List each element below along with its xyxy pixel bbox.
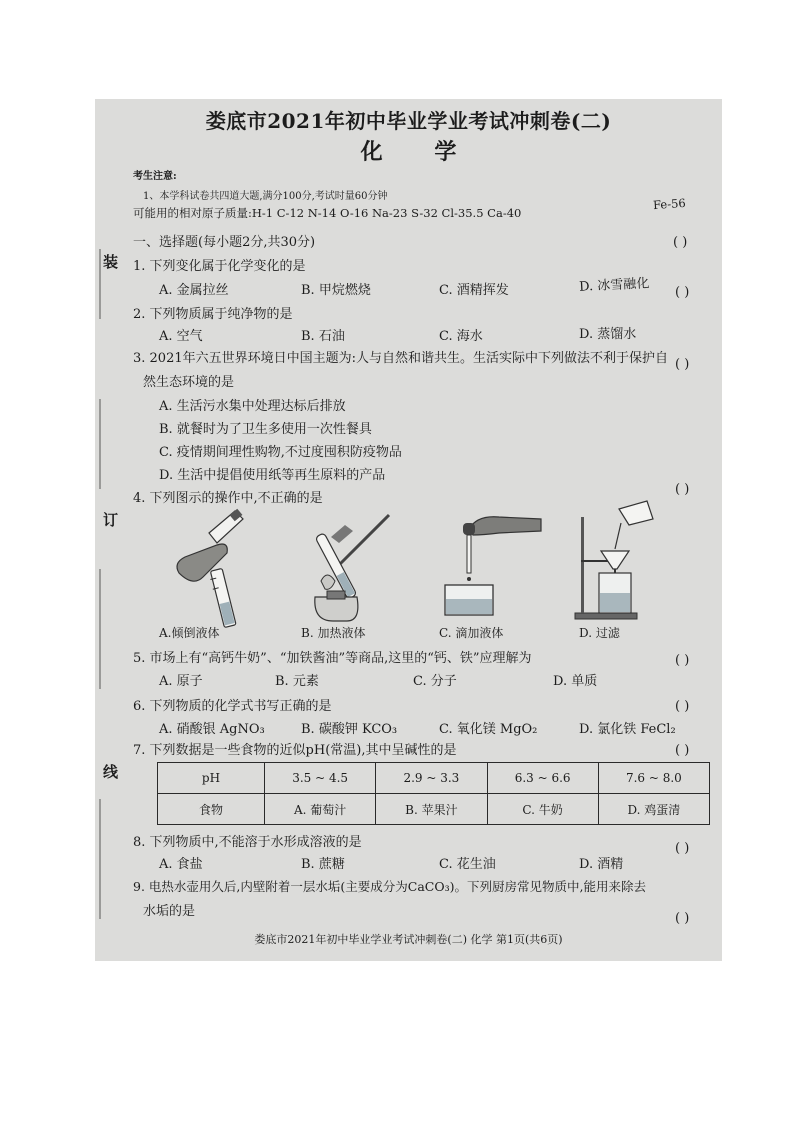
answer-paren: ( )	[675, 743, 690, 758]
answer-paren: ( )	[675, 482, 690, 497]
pouring-liquid-illustration	[157, 507, 257, 627]
answer-paren: ( )	[675, 841, 690, 856]
option: C. 分子	[413, 674, 457, 689]
question-stem: 3. 2021年六五世界环境日中国主题为:人与自然和谐共生。生活实际中下列做法不利于保护自	[133, 351, 669, 366]
question-stem: 6. 下列物质的化学式书写正确的是	[133, 699, 332, 714]
option: C. 酒精挥发	[439, 283, 509, 298]
question-stem: 2. 下列物质属于纯净物的是	[133, 307, 293, 322]
binding-mark-zhuang: 装	[103, 253, 119, 271]
ph-table	[157, 762, 710, 825]
answer-paren: ( )	[675, 653, 690, 668]
option: B. 甲烷燃烧	[301, 283, 371, 298]
filtration-illustration	[571, 499, 661, 619]
table-cell: A. 葡萄汁	[265, 794, 376, 825]
answer-paren: ( )	[673, 235, 688, 250]
table-cell: B. 苹果汁	[376, 794, 487, 825]
option: B. 元素	[275, 674, 319, 689]
option: C. 花生油	[439, 857, 496, 872]
option: A. 空气	[159, 329, 203, 344]
option: D. 生活中提倡使用纸等再生原料的产品	[159, 468, 386, 483]
option: C. 海水	[439, 329, 483, 344]
table-cell: 2.9 ~ 3.3	[376, 763, 487, 794]
binding-dash	[99, 399, 101, 489]
binding-dash	[99, 569, 101, 689]
table-cell: 食物	[158, 794, 265, 825]
figure-caption: B. 加热液体	[301, 626, 366, 640]
option: C. 疫情期间理性购物,不过度囤积防疫物品	[159, 445, 402, 460]
option: A. 生活污水集中处理达标后排放	[159, 399, 346, 414]
heating-liquid-illustration	[291, 511, 401, 623]
table-row	[158, 794, 710, 825]
option: A. 食盐	[159, 857, 203, 872]
question-stem: 1. 下列变化属于化学变化的是	[133, 259, 306, 274]
answer-paren: ( )	[675, 357, 690, 372]
binding-dash	[99, 249, 101, 319]
question-stem: 4. 下列图示的操作中,不正确的是	[133, 491, 323, 506]
option: A. 硝酸银 AgNO₃	[159, 722, 265, 737]
exam-title: 娄底市2021年初中毕业学业考试冲刺卷(二)	[205, 109, 612, 133]
atomic-mass-fe: Fe-56	[652, 195, 687, 213]
figure-caption: C. 滴加液体	[439, 626, 504, 640]
page-footer: 娄底市2021年初中毕业学业考试冲刺卷(二) 化学 第1页(共6页)	[254, 933, 563, 946]
question-stem-cont: 然生态环境的是	[143, 375, 235, 390]
table-cell: pH	[158, 763, 265, 794]
binding-mark-ding: 订	[103, 511, 119, 529]
section-heading: 一、选择题(每小题2分,共30分)	[133, 235, 316, 250]
option: A. 原子	[159, 674, 203, 689]
option: A. 金属拉丝	[159, 283, 229, 298]
table-cell: C. 牛奶	[487, 794, 598, 825]
option: D. 单质	[553, 674, 598, 689]
option: C. 氧化镁 MgO₂	[439, 722, 538, 737]
question-stem: 5. 市场上有“高钙牛奶”、“加铁酱油”等商品,这里的“钙、铁”应理解为	[133, 651, 532, 666]
notes-label: 考生注意:	[133, 171, 177, 182]
option: D. 酒精	[579, 857, 624, 872]
figure-caption: A.倾倒液体	[159, 626, 220, 640]
exam-page	[95, 99, 722, 961]
answer-paren: ( )	[675, 699, 690, 714]
table-cell: 6.3 ~ 6.6	[487, 763, 598, 794]
atomic-masses: 可能用的相对原子质量:H-1 C-12 N-14 O-16 Na-23 S-32 Cl-35.5 Ca-40	[133, 206, 522, 220]
option: B. 蔗糖	[301, 857, 345, 872]
question-stem: 9. 电热水壶用久后,内壁附着一层水垢(主要成分为CaCO₃)。下列厨房常见物质中,能用来除去	[133, 879, 646, 894]
option: B. 碳酸钾 KCO₃	[301, 722, 398, 737]
adding-drops-illustration	[437, 509, 547, 617]
option: D. 冰雪融化	[578, 276, 650, 295]
table-cell: 3.5 ~ 4.5	[265, 763, 376, 794]
exam-subject: 化 学	[360, 139, 479, 165]
answer-paren: ( )	[675, 911, 690, 926]
table-cell: D. 鸡蛋清	[598, 794, 709, 825]
option: D. 蒸馏水	[579, 327, 637, 342]
figure-caption: D. 过滤	[579, 626, 620, 640]
question-stem: 7. 下列数据是一些食物的近似pH(常温),其中呈碱性的是	[133, 743, 457, 758]
question-stem: 8. 下列物质中,不能溶于水形成溶液的是	[133, 835, 362, 850]
binding-mark-xian: 线	[103, 763, 119, 781]
notes-line: 1、本学科试卷共四道大题,满分100分,考试时量60分钟	[143, 191, 388, 202]
binding-dash	[99, 799, 101, 919]
question-stem-cont: 水垢的是	[143, 904, 196, 919]
option: B. 就餐时为了卫生多使用一次性餐具	[159, 422, 372, 437]
table-row	[158, 763, 710, 794]
option: D. 氯化铁 FeCl₂	[579, 722, 676, 737]
option: B. 石油	[301, 329, 345, 344]
answer-paren: ( )	[675, 285, 690, 300]
table-cell: 7.6 ~ 8.0	[598, 763, 709, 794]
